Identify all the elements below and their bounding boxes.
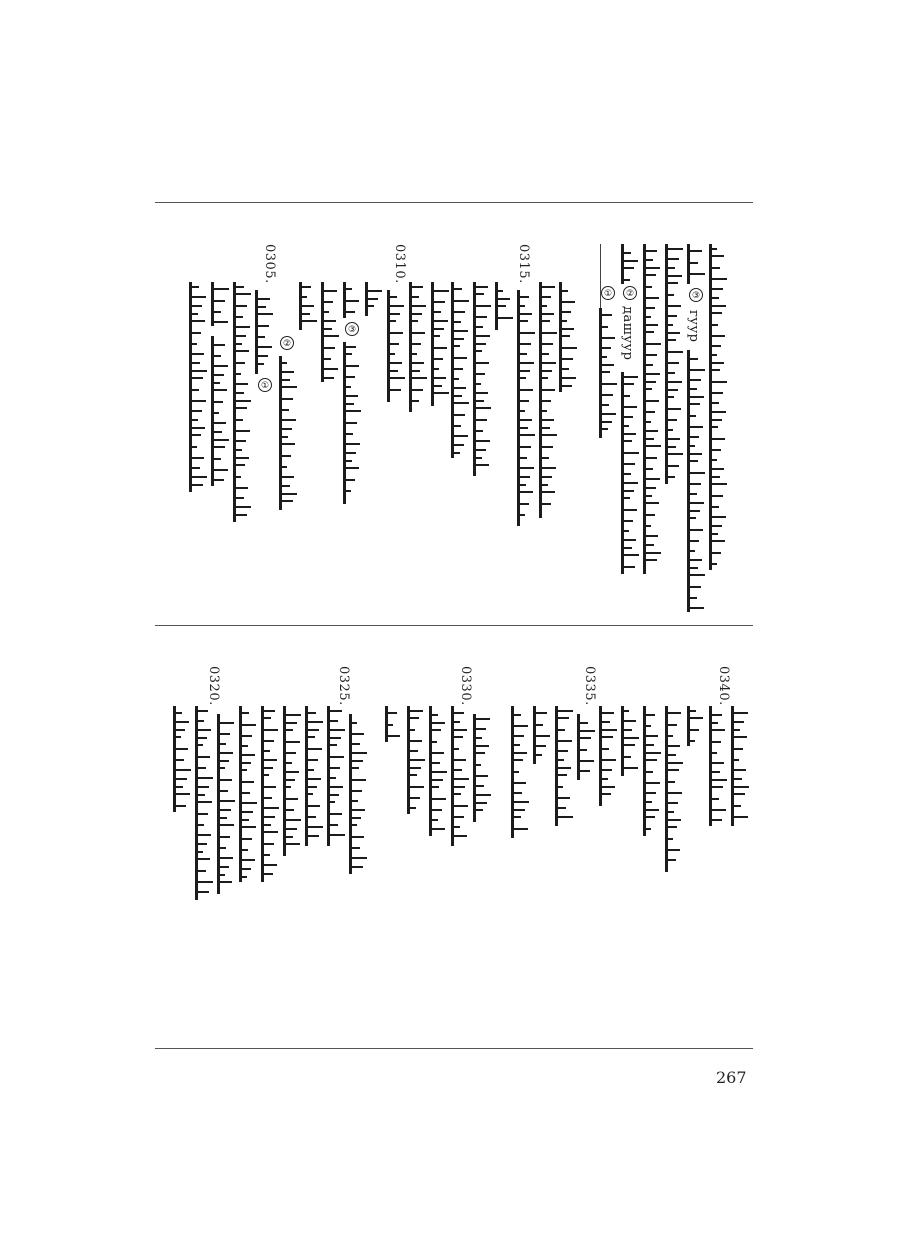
verse-line (508, 706, 532, 838)
verse-line (470, 714, 494, 822)
verse-line (236, 706, 260, 882)
verse-line (230, 282, 254, 522)
verse-line (406, 282, 430, 412)
footnote-marker-2: ② (280, 336, 294, 350)
verse-line (252, 290, 276, 374)
verse-number: 0320. (206, 666, 221, 706)
verse-number: 0335. (582, 666, 597, 706)
verse-line (426, 706, 450, 836)
verse-line (208, 282, 232, 326)
verse-line (728, 706, 752, 826)
verse-line (684, 706, 708, 746)
verse-line (170, 706, 194, 812)
bottom-rule (155, 1048, 753, 1049)
footnote-line (596, 308, 620, 438)
footnote-marker-3: ③ (689, 288, 703, 302)
top-rule (155, 202, 753, 203)
verse-line (340, 342, 364, 504)
verse-line (574, 714, 598, 780)
footnote-line (618, 244, 642, 284)
verse-line (186, 282, 210, 492)
verse-line (640, 706, 664, 836)
verse-line (340, 282, 364, 318)
verse-line (192, 706, 216, 900)
verse-line (208, 336, 232, 486)
footnote-cyrillic-word: дашуур (620, 306, 635, 361)
footnote-line (618, 372, 642, 574)
verse-line (362, 282, 386, 316)
verse-line (492, 282, 516, 330)
verse-line (706, 706, 730, 826)
footnote-marker-3: ③ (345, 322, 359, 336)
verse-line (662, 706, 686, 872)
middle-rule (155, 625, 753, 626)
verse-line (318, 282, 342, 382)
footnote-line (684, 350, 708, 612)
verse-line (214, 714, 238, 894)
verse-number: 0325. (336, 666, 351, 706)
footnote-cyrillic-word: гуур (686, 310, 701, 343)
verse-line (618, 706, 642, 776)
page-number: 267 (716, 1068, 747, 1087)
verse-number: 0330. (458, 666, 473, 706)
verse-line (346, 714, 370, 874)
verse-line (404, 706, 428, 814)
footnote-line (640, 244, 664, 574)
verse-number: 0310. (392, 244, 407, 284)
verse-line (428, 282, 452, 406)
verse-line (552, 706, 576, 826)
verse-line (530, 706, 554, 764)
verse-line (276, 356, 300, 510)
footnote-separator (600, 244, 601, 314)
footnote-line (684, 244, 708, 284)
verse-line (258, 706, 282, 882)
footnote-marker-1: ① (258, 378, 272, 392)
verse-line (302, 706, 326, 846)
verse-line (384, 290, 408, 402)
footnote-marker-2: ② (623, 286, 637, 300)
verse-line (324, 706, 348, 846)
verse-line (448, 706, 472, 846)
verse-line (514, 290, 538, 526)
verse-line (596, 706, 620, 806)
verse-line (296, 282, 320, 330)
verse-number: 0315. (516, 244, 531, 284)
footnote-marker-1: ① (601, 286, 615, 300)
verse-line (536, 282, 560, 518)
verse-line (280, 706, 304, 856)
verse-number: 0305. (262, 244, 277, 284)
verse-line (382, 706, 406, 742)
footnote-line (706, 244, 730, 570)
verse-line (470, 282, 494, 476)
verse-number: 0340. (716, 666, 731, 706)
footnote-line (662, 244, 686, 484)
